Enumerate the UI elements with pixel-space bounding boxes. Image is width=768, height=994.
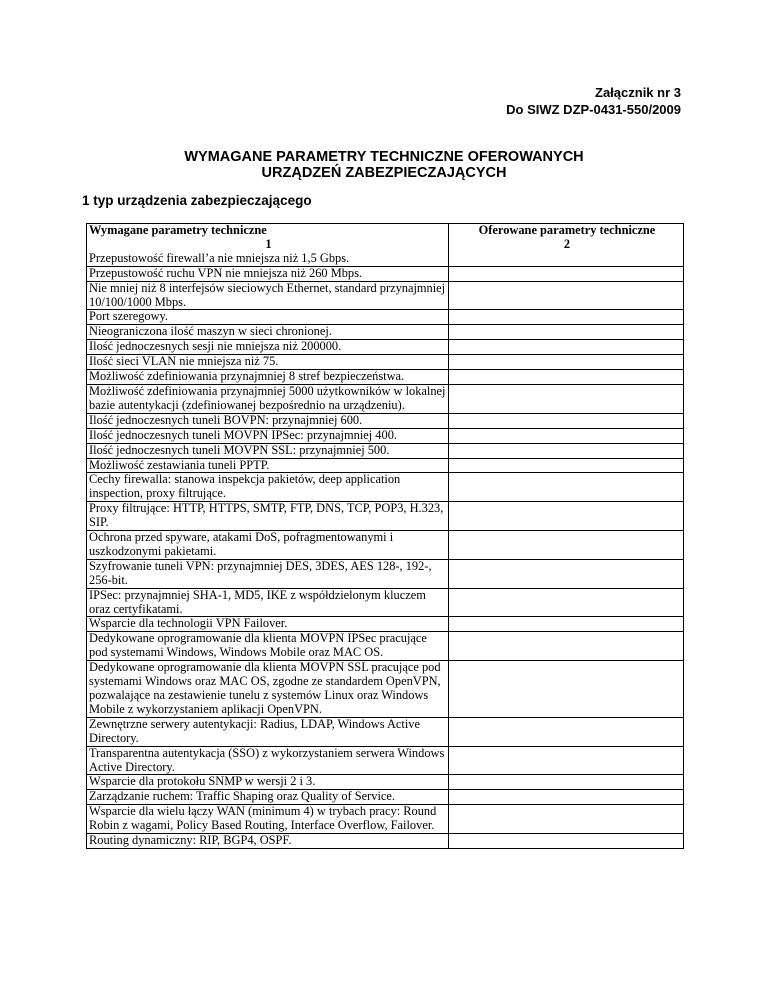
title-line-1: WYMAGANE PARAMETRY TECHNICZNE OFEROWANYCH — [184, 149, 584, 165]
requirement-cell: Port szeregowy. — [87, 310, 449, 325]
requirement-cell: Wsparcie dla protokołu SNMP w wersji 2 i 3. — [87, 775, 449, 790]
requirement-cell: Ilość jednoczesnych tuneli MOVPN SSL: przynajmniej 500. — [87, 443, 449, 458]
requirement-cell: Szyfrowanie tuneli VPN: przynajmniej DES, 3DES, AES 128-, 192-, 256-bit. — [87, 559, 449, 588]
column-number-2: 2 — [563, 236, 571, 251]
offered-value-cell[interactable] — [449, 428, 684, 443]
table-row — [87, 384, 684, 413]
requirement-cell: Nie mniej niż 8 interfejsów sieciowych Ethernet, standard przynajmniej 10/100/1000 Mbps. — [87, 281, 449, 310]
offered-value-cell[interactable] — [449, 325, 684, 340]
table-row — [87, 266, 684, 281]
table-row — [87, 790, 684, 805]
table-row — [87, 717, 684, 746]
offered-params-header-cell — [449, 224, 684, 267]
document-header — [506, 84, 681, 118]
requirement-cell: Możliwość zdefiniowania przynajmniej 5000 użytkowników w lokalnej bazie autentykacji (zdefiniowanej bezpośrednio na urządzeniu). — [87, 384, 449, 413]
table-row — [87, 834, 684, 849]
table-row — [87, 531, 684, 560]
requirement-cell: Wsparcie dla wielu łączy WAN (minimum 4) w trybach pracy: Round Robin z wagami, Policy Based Routing, Interface Overflow, Failover. — [87, 805, 449, 834]
table-row — [87, 310, 684, 325]
offered-value-cell[interactable] — [449, 413, 684, 428]
offered-value-cell[interactable] — [449, 443, 684, 458]
table-row — [87, 559, 684, 588]
document-title — [0, 149, 768, 181]
table-row — [87, 617, 684, 632]
requirement-cell: Routing dynamiczny: RIP, BGP4, OSPF. — [87, 834, 449, 849]
table-row — [87, 805, 684, 834]
requirement-text: Przepustowość firewall’a nie mniejsza niż 1,5 Gbps. — [89, 250, 350, 265]
required-params-header-cell — [87, 224, 449, 267]
table-row — [87, 340, 684, 355]
table-row — [87, 775, 684, 790]
offered-value-cell[interactable] — [449, 834, 684, 849]
table-row — [87, 413, 684, 428]
offered-value-cell[interactable] — [449, 340, 684, 355]
title-line-2: URZĄDZEŃ ZABEZPIECZAJĄCYCH — [261, 165, 507, 181]
table-row — [87, 325, 684, 340]
offered-value-cell[interactable] — [449, 502, 684, 531]
table-row — [87, 458, 684, 473]
offered-value-cell[interactable] — [449, 384, 684, 413]
offered-params-header: Oferowane parametry techniczne — [478, 223, 656, 237]
offered-value-cell[interactable] — [449, 473, 684, 502]
offered-value-cell[interactable] — [449, 281, 684, 310]
table-row — [87, 632, 684, 661]
table-header-row — [87, 224, 684, 267]
offered-value-cell[interactable] — [449, 266, 684, 281]
attachment-label: Załącznik nr 3 — [595, 85, 681, 100]
requirement-cell: Cechy firewalla: stanowa inspekcja pakietów, deep application inspection, proxy filtrujące. — [87, 473, 449, 502]
offered-value-cell[interactable] — [449, 370, 684, 385]
offered-value-cell[interactable] — [449, 559, 684, 588]
column-number-1: 1 — [265, 236, 272, 251]
table-row — [87, 443, 684, 458]
requirement-cell: Ilość jednoczesnych tuneli BOVPN: przynajmniej 600. — [87, 413, 449, 428]
requirement-cell: Nieograniczona ilość maszyn w sieci chronionej. — [87, 325, 449, 340]
table-row — [87, 502, 684, 531]
requirement-cell: Dedykowane oprogramowanie dla klienta MOVPN SSL pracujące pod systemami Windows oraz MAC OS, zgodne ze standardem OpenVPN, pozwalające na zestawienie tunelu z systemów Linux oraz Windows Mobile z wykorzystaniem aplikacji OpenVPN. — [87, 661, 449, 718]
offered-value-cell[interactable] — [449, 790, 684, 805]
requirement-cell: Ochrona przed spyware, atakami DoS, pofragmentowanymi i uszkodzonymi pakietami. — [87, 531, 449, 560]
requirement-cell: Ilość jednoczesnych tuneli MOVPN IPSec: przynajmniej 400. — [87, 428, 449, 443]
requirement-cell: Możliwość zdefiniowania przynajmniej 8 stref bezpieczeństwa. — [87, 370, 449, 385]
requirement-cell: Zarządzanie ruchem: Traffic Shaping oraz Quality of Service. — [87, 790, 449, 805]
requirement-cell: Wsparcie dla technologii VPN Failover. — [87, 617, 449, 632]
table-row — [87, 370, 684, 385]
offered-value-cell[interactable] — [449, 632, 684, 661]
requirement-cell: Zewnętrzne serwery autentykacji: Radius, LDAP, Windows Active Directory. — [87, 717, 449, 746]
requirement-cell: Ilość sieci VLAN nie mniejsza niż 75. — [87, 355, 449, 370]
table-row — [87, 281, 684, 310]
requirement-cell: IPSec: przynajmniej SHA-1, MD5, IKE z współdzielonym kluczem oraz certyfikatami. — [87, 588, 449, 617]
offered-value-cell[interactable] — [449, 661, 684, 718]
offered-value-cell[interactable] — [449, 355, 684, 370]
offered-value-cell[interactable] — [449, 588, 684, 617]
offered-value-cell[interactable] — [449, 746, 684, 775]
required-params-header: Wymagane parametry techniczne — [89, 223, 267, 237]
requirement-cell: Ilość jednoczesnych sesji nie mniejsza niż 200000. — [87, 340, 449, 355]
offered-value-cell[interactable] — [449, 310, 684, 325]
requirement-cell: Proxy filtrujące: HTTP, HTTPS, SMTP, FTP, DNS, TCP, POP3, H.323, SIP. — [87, 502, 449, 531]
table-row — [87, 661, 684, 718]
table-row — [87, 746, 684, 775]
offered-value-cell[interactable] — [449, 617, 684, 632]
table-row — [87, 588, 684, 617]
section-heading: 1 typ urządzenia zabezpieczającego — [82, 193, 312, 208]
requirement-cell: Przepustowość ruchu VPN nie mniejsza niż 260 Mbps. — [87, 266, 449, 281]
offered-value-cell[interactable] — [449, 717, 684, 746]
offered-value-cell[interactable] — [449, 531, 684, 560]
table-row — [87, 355, 684, 370]
offered-value-cell[interactable] — [449, 775, 684, 790]
reference-label: Do SIWZ DZP-0431-550/2009 — [506, 102, 681, 117]
offered-value-cell[interactable] — [449, 458, 684, 473]
table-row — [87, 473, 684, 502]
offered-value-cell[interactable] — [449, 805, 684, 834]
requirement-cell: Dedykowane oprogramowanie dla klienta MOVPN IPSec pracujące pod systemami Windows, Windows Mobile oraz MAC OS. — [87, 632, 449, 661]
parameters-table — [86, 223, 684, 849]
table-row — [87, 428, 684, 443]
requirement-cell: Transparentna autentykacja (SSO) z wykorzystaniem serwera Windows Active Directory. — [87, 746, 449, 775]
requirement-cell: Możliwość zestawiania tuneli PPTP. — [87, 458, 449, 473]
